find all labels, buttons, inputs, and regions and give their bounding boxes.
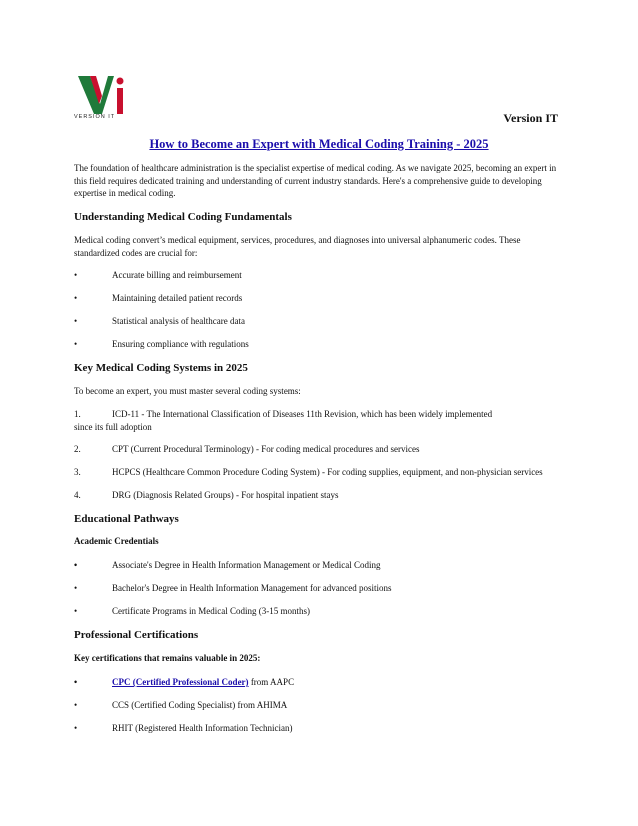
intro-paragraph: The foundation of healthcare administration is the specialist expertise of medical coding. As we navigate 2025, becoming an expert in this field requires dedicated training and understanding of current industry standards. Here's a comprehensive guide to developing expertise in medical coding.	[74, 163, 557, 198]
list-item-text: ICD-11 - The International Classification of Diseases 11th Revision, which has been widely implemented	[112, 409, 493, 419]
section-subheading: Academic Credentials	[74, 536, 159, 546]
bullet-marker: •	[74, 677, 78, 687]
section-subheading: Key certifications that remains valuable in 2025:	[74, 653, 261, 663]
bullet-marker: •	[74, 723, 78, 733]
bullet-marker: •	[74, 293, 78, 303]
section-paragraph: Medical coding convert’s medical equipment, services, procedures, and diagnoses into universal alphanumeric codes. These standardized codes are crucial for:	[74, 235, 521, 258]
list-item-continuation: since its full adoption	[74, 421, 152, 432]
logo-i-dot	[117, 78, 124, 85]
bullet-marker: •	[74, 583, 78, 593]
brand-name: Version IT	[503, 111, 558, 125]
list-item-text: Associate's Degree in Health Information Management or Medical Coding	[112, 560, 381, 570]
list-item-suffix: from AAPC	[248, 677, 295, 687]
number-marker: 2.	[74, 444, 81, 454]
number-marker: 3.	[74, 467, 81, 477]
list-item-text: Ensuring compliance with regulations	[112, 339, 249, 349]
list-item-text	[112, 676, 294, 689]
section-heading: Professional Certifications	[74, 629, 199, 641]
list-item-text: Bachelor's Degree in Health Information Management for advanced positions	[112, 583, 392, 593]
list-item-text: Maintaining detailed patient records	[112, 293, 243, 303]
logo-caption: VERSION IT	[74, 114, 116, 120]
list-item-text: CCS (Certified Coding Specialist) from AHIMA	[112, 700, 288, 710]
list-item-text: Statistical analysis of healthcare data	[112, 316, 245, 326]
title-link[interactable]: How to Become an Expert with Medical Coding Training - 2025	[149, 137, 489, 151]
bullet-marker: •	[74, 560, 78, 570]
list-item-text: Certificate Programs in Medical Coding (3-15 months)	[112, 606, 310, 616]
bullet-marker: •	[74, 270, 78, 280]
section-paragraph: To become an expert, you must master several coding systems:	[74, 386, 301, 396]
section-heading: Understanding Medical Coding Fundamentals	[74, 211, 292, 223]
bullet-marker: •	[74, 339, 78, 349]
list-item-text: HCPCS (Healthcare Common Procedure Coding System) - For coding supplies, equipment, and non-physician services	[112, 467, 543, 477]
logo-i-stem	[117, 88, 123, 114]
list-item-text: DRG (Diagnosis Related Groups) - For hospital inpatient stays	[112, 490, 339, 500]
list-item-text: RHIT (Registered Health Information Technician)	[112, 723, 293, 733]
page-title	[0, 137, 638, 152]
list-item-text: CPT (Current Procedural Terminology) - For coding medical procedures and services	[112, 444, 420, 454]
number-marker: 4.	[74, 490, 81, 500]
section-heading: Educational Pathways	[74, 513, 179, 525]
bullet-marker: •	[74, 700, 78, 710]
section-heading: Key Medical Coding Systems in 2025	[74, 362, 248, 374]
number-marker: 1.	[74, 409, 81, 419]
list-item-text: Accurate billing and reimbursement	[112, 270, 242, 280]
bullet-marker: •	[74, 606, 78, 616]
bullet-marker: •	[74, 316, 78, 326]
cpc-link[interactable]: CPC (Certified Professional Coder)	[112, 677, 249, 687]
